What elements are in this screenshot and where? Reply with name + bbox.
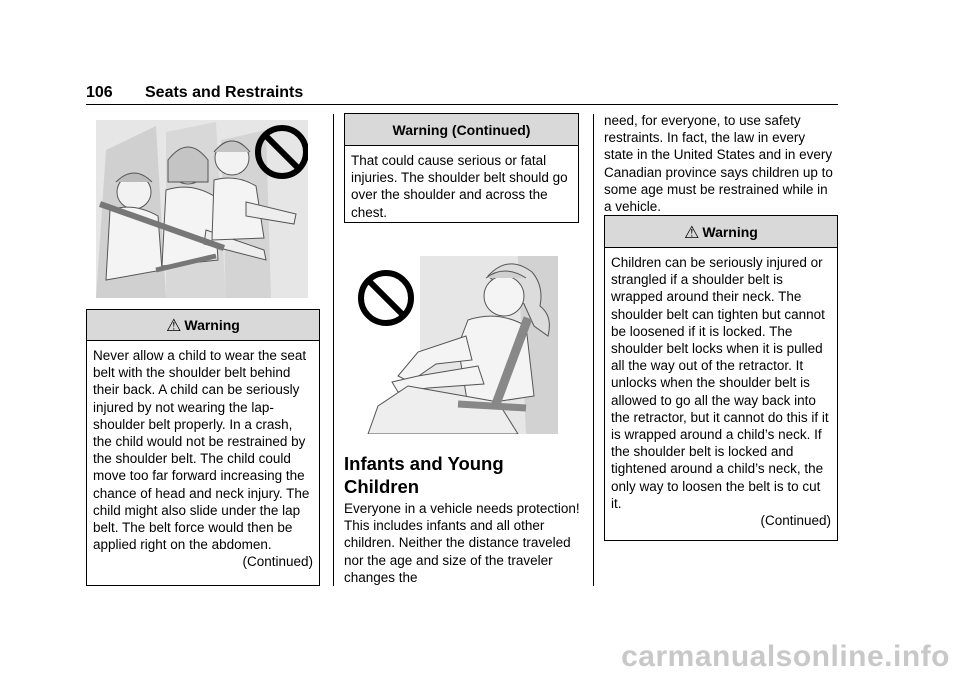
warning-triangle-icon: ⚠: [684, 223, 700, 242]
child-shoulder-belt-illustration: [348, 256, 558, 434]
page-header: [86, 84, 838, 104]
column-divider-1: [333, 114, 334, 586]
body-text-col3: need, for everyone, to use safety restraints. In fact, the law in every state in the United States and in every Canadian province says children up to some age must be restrained while in a vehicle.: [604, 113, 833, 215]
warning-box-belt-behind-back: [86, 309, 320, 586]
warning-text: Never allow a child to wear the seat belt with the shoulder belt behind their back. A child can be seriously injured by not wearing the lap-shoulder belt properly. In a crash, the child would not be restrained by the shoulder belt. The child could move too far forward increasing the chance of head and neck injury. The child might also slide under the lap belt. The belt force would then be applied right on the abdomen.: [93, 348, 310, 553]
warning-title: Warning: [184, 317, 240, 333]
section-title: Seats and Restraints: [145, 84, 304, 101]
warning-text: Children can be seriously injured or strangled if a shoulder belt is wrapped around their neck. The shoulder belt can tighten but cannot be loosened if it is locked. The shoulder belt locks when it is pulled all the way out of the retractor. It unlocks when the shoulder belt is allowed to go all the way back into the retractor, but it cannot do this if it is wrapped around a child’s neck. If the shoulder belt is locked and tightened around a child’s neck, the only way to loosen the belt is to cut it.: [611, 255, 829, 511]
warning-title: Warning (Continued): [392, 122, 531, 138]
warning-box-belt-around-neck: [604, 215, 838, 541]
watermark: carmanualsonline.info: [621, 640, 950, 673]
column-divider-2: [593, 114, 594, 586]
warning-title: Warning: [702, 224, 758, 240]
warning-text: That could cause serious or fatal injuries. The shoulder belt should go over the shoulder and across the chest.: [351, 153, 568, 220]
warning-header: [605, 216, 837, 248]
warning-body: [605, 248, 837, 533]
warning-body: [87, 341, 319, 575]
warning-header: [345, 114, 578, 146]
continued-label: (Continued): [760, 513, 831, 529]
warning-triangle-icon: ⚠: [166, 316, 182, 335]
warning-body: [345, 146, 578, 225]
section-heading: [344, 452, 584, 498]
header-rule: [86, 104, 838, 105]
continued-label: (Continued): [242, 554, 313, 570]
warning-box-continued: [344, 113, 579, 223]
body-text-col2: Everyone in a vehicle needs protection! This includes infants and all other children. Neither the distance traveled nor the age and size of the traveler changes the: [344, 501, 580, 585]
section-heading-line2: Children: [344, 476, 420, 497]
warning-header: [87, 310, 319, 341]
page-number: 106: [86, 84, 113, 101]
section-heading-line1: Infants and Young: [344, 453, 504, 474]
children-seatbelt-illustration: [96, 120, 308, 298]
